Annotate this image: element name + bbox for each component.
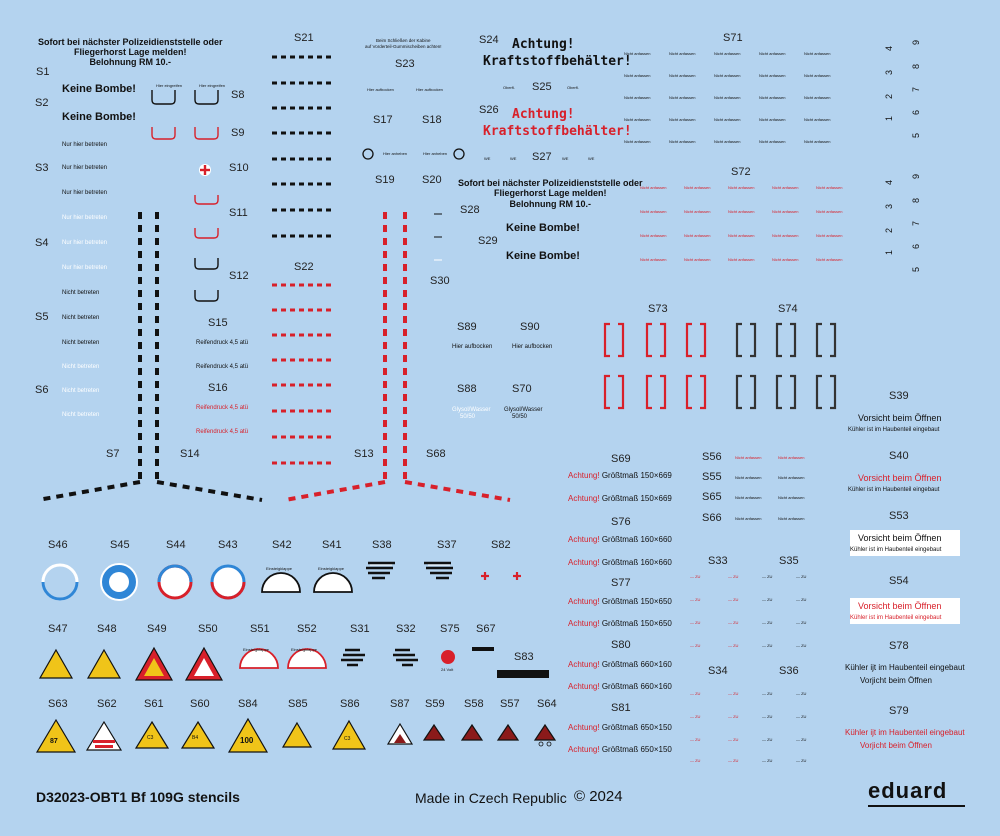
zu-marker: — ZU bbox=[762, 758, 773, 763]
label-s68: S68 bbox=[426, 448, 446, 460]
num-6a: 6 bbox=[911, 109, 922, 116]
nicht-anfassen-cell: Nicht anfassen bbox=[669, 139, 696, 144]
label-s76: S76 bbox=[611, 516, 631, 528]
label-s34: S34 bbox=[708, 665, 728, 677]
label-s12: S12 bbox=[229, 270, 249, 282]
nicht-anfassen-cell: Nicht anfassen bbox=[684, 185, 711, 190]
label-s74: S74 bbox=[778, 303, 798, 315]
label-s50: S50 bbox=[198, 623, 218, 635]
nicht-anfassen-cell: Nicht anfassen bbox=[772, 185, 799, 190]
label-s55: S55 bbox=[702, 471, 722, 483]
kraftstoff-black: Kraftstoffbehälter! bbox=[483, 54, 632, 69]
num-9a: 9 bbox=[911, 39, 922, 46]
nicht-anfassen-cell: Nicht anfassen bbox=[624, 95, 651, 100]
zu-marker: — ZU bbox=[762, 714, 773, 719]
nicht-anfassen-cell: Nicht anfassen bbox=[816, 209, 843, 214]
label-s18: S18 bbox=[422, 114, 442, 126]
nicht-anfassen-cell: Nicht anfassen bbox=[772, 209, 799, 214]
gm-row-9: Achtung! Größtmaß 650×150 bbox=[568, 723, 672, 732]
glysol-white: Glysol/Wasser bbox=[452, 407, 491, 413]
num-4b: 4 bbox=[884, 179, 895, 186]
label-s66: S66 bbox=[702, 512, 722, 524]
eduard-logo: eduard bbox=[868, 778, 948, 803]
gm-row-7: Achtung! Größtmaß 660×160 bbox=[568, 660, 672, 669]
label-s58: S58 bbox=[464, 698, 484, 710]
label-s86: S86 bbox=[340, 698, 360, 710]
label-s2: S2 bbox=[35, 97, 49, 109]
reifendruck-3: Reifendruck 4,5 atü bbox=[196, 405, 249, 411]
nur-hier-2: Nur hier betreten bbox=[62, 165, 108, 171]
label-s53: S53 bbox=[889, 510, 909, 522]
zu-marker: — ZU bbox=[762, 597, 773, 602]
label-s52: S52 bbox=[297, 623, 317, 635]
oberfl-1: Oberfl. bbox=[503, 85, 516, 90]
num-5b: 5 bbox=[911, 266, 922, 273]
nur-hier-1: Nur hier betreten bbox=[62, 142, 108, 148]
label-s72: S72 bbox=[731, 166, 751, 178]
label-s16: S16 bbox=[208, 382, 228, 394]
label-s83: S83 bbox=[514, 651, 534, 663]
label-s75: S75 bbox=[440, 623, 460, 635]
label-s47: S47 bbox=[48, 623, 68, 635]
label-s46: S46 bbox=[48, 539, 68, 551]
nicht-anfassen-s55a: Nicht anfassen bbox=[735, 475, 762, 480]
glysol-black: Glysol/Wasser bbox=[504, 407, 543, 413]
nur-hier-3: Nur hier betreten bbox=[62, 190, 108, 196]
vorsicht-3: Vorsicht beim Öffnen bbox=[858, 533, 942, 543]
zu-marker: — ZU bbox=[728, 643, 739, 648]
label-s65: S65 bbox=[702, 491, 722, 503]
label-s9: S9 bbox=[231, 127, 245, 139]
hier-eingreifen-1: Hier eingreifen bbox=[156, 83, 183, 88]
nicht-anfassen-cell: Nicht anfassen bbox=[816, 185, 843, 190]
nicht-anfassen-s66a: Nicht anfassen bbox=[735, 516, 762, 521]
label-s60: S60 bbox=[190, 698, 210, 710]
label-s77: S77 bbox=[611, 577, 631, 589]
num-8a: 8 bbox=[911, 63, 922, 70]
made-in: Made in Czech Republic bbox=[415, 790, 567, 806]
nicht-anfassen-cell: Nicht anfassen bbox=[728, 257, 755, 262]
label-s82: S82 bbox=[491, 539, 511, 551]
we-3: WE bbox=[562, 156, 569, 161]
zu-marker: — ZU bbox=[728, 620, 739, 625]
zu-marker: — ZU bbox=[762, 691, 773, 696]
oberfl-2: Oberfl. bbox=[567, 85, 580, 90]
zu-marker: — ZU bbox=[796, 691, 807, 696]
zu-marker: — ZU bbox=[796, 714, 807, 719]
label-s42: S42 bbox=[272, 539, 292, 551]
label-s51: S51 bbox=[250, 623, 270, 635]
label-s36: S36 bbox=[779, 665, 799, 677]
label-s13: S13 bbox=[354, 448, 374, 460]
nicht-anfassen-cell: Nicht anfassen bbox=[728, 233, 755, 238]
label-s63: S63 bbox=[48, 698, 68, 710]
we-2: WE bbox=[510, 156, 517, 161]
hier-anheben-2: Hier anheben bbox=[423, 151, 448, 156]
nicht-anfassen-cell: Nicht anfassen bbox=[624, 73, 651, 78]
achtung-red: Achtung! bbox=[512, 107, 575, 122]
keine-bombe-2: Keine Bombe! bbox=[62, 111, 136, 123]
nicht-anfassen-cell: Nicht anfassen bbox=[728, 209, 755, 214]
zu-marker: — ZU bbox=[762, 620, 773, 625]
nicht-anfassen-cell: Nicht anfassen bbox=[640, 185, 667, 190]
keine-bombe-1: Keine Bombe! bbox=[62, 83, 136, 95]
zu-marker: — ZU bbox=[690, 737, 701, 742]
hier-aufbocken-s90: Hier aufbocken bbox=[512, 344, 553, 350]
we-4: WE bbox=[588, 156, 595, 161]
nicht-anfassen-s55b: Nicht anfassen bbox=[778, 475, 805, 480]
sofort-red-stencil: Sofort bei nächster Polizeidienststelle oder Fliegerhorst Lage melden! Belohnung RM 10.- bbox=[458, 178, 643, 209]
vorsicht-2: Vorsicht beim Öffnen bbox=[858, 473, 942, 483]
num-1b: 1 bbox=[884, 249, 895, 256]
zu-marker: — ZU bbox=[690, 643, 701, 648]
label-s30: S30 bbox=[430, 275, 450, 287]
label-s40: S40 bbox=[889, 450, 909, 462]
nur-hier-5: Nur hier betreten bbox=[62, 240, 108, 246]
label-s88: S88 bbox=[457, 383, 477, 395]
vorsicht-4: Vorsicht beim Öffnen bbox=[858, 601, 942, 611]
num-5a: 5 bbox=[911, 132, 922, 139]
label-s21: S21 bbox=[294, 32, 314, 44]
nicht-anfassen-s56b: Nicht anfassen bbox=[778, 455, 805, 460]
label-s43: S43 bbox=[218, 539, 238, 551]
kraftstoff-red: Kraftstoffbehälter! bbox=[483, 124, 632, 139]
label-s80: S80 bbox=[611, 639, 631, 651]
zu-marker: — ZU bbox=[728, 597, 739, 602]
nicht-betreten-6: Nicht betreten bbox=[62, 412, 100, 418]
we-1: WE bbox=[484, 156, 491, 161]
zu-marker: — ZU bbox=[762, 643, 773, 648]
nicht-anfassen-cell: Nicht anfassen bbox=[669, 95, 696, 100]
nur-hier-4: Nur hier betreten bbox=[62, 215, 108, 221]
label-s32: S32 bbox=[396, 623, 416, 635]
nicht-anfassen-cell: Nicht anfassen bbox=[669, 73, 696, 78]
gm-row-3: Achtung! Größtmaß 160×660 bbox=[568, 535, 672, 544]
nicht-anfassen-cell: Nicht anfassen bbox=[804, 139, 831, 144]
nicht-anfassen-cell: Nicht anfassen bbox=[714, 51, 741, 56]
nicht-anfassen-cell: Nicht anfassen bbox=[816, 257, 843, 262]
glysol-ratio-white: 50/50 bbox=[460, 414, 476, 420]
hier-anheben-1: Hier anheben bbox=[383, 151, 408, 156]
zu-marker: — ZU bbox=[796, 620, 807, 625]
tri-100-text: 100 bbox=[240, 736, 254, 745]
label-s41: S41 bbox=[322, 539, 342, 551]
label-s6: S6 bbox=[35, 384, 49, 396]
copyright: © 2024 bbox=[574, 788, 623, 805]
zu-marker: — ZU bbox=[728, 574, 739, 579]
gm-row-8: Achtung! Größtmaß 660×160 bbox=[568, 682, 672, 691]
label-s54: S54 bbox=[889, 575, 909, 587]
label-s48: S48 bbox=[97, 623, 117, 635]
label-s73: S73 bbox=[648, 303, 668, 315]
zu-marker: — ZU bbox=[796, 737, 807, 742]
label-s31: S31 bbox=[350, 623, 370, 635]
s78-line1: Kühler ijt im Haubenteil eingebaut bbox=[845, 663, 965, 672]
nicht-anfassen-cell: Nicht anfassen bbox=[728, 185, 755, 190]
label-s39: S39 bbox=[889, 390, 909, 402]
label-s45: S45 bbox=[110, 539, 130, 551]
hier-eingreifen-2: Hier eingreifen bbox=[199, 83, 226, 88]
gm-row-5: Achtung! Größtmaß 150×650 bbox=[568, 597, 672, 606]
vorsicht-1: Vorsicht beim Öffnen bbox=[858, 413, 942, 423]
nicht-anfassen-s65b: Nicht anfassen bbox=[778, 495, 805, 500]
label-s44: S44 bbox=[166, 539, 186, 551]
num-8b: 8 bbox=[911, 197, 922, 204]
num-1a: 1 bbox=[884, 115, 895, 122]
num-3b: 3 bbox=[884, 203, 895, 210]
label-s26: S26 bbox=[479, 104, 499, 116]
einsteigklappe-s42: Einsteigklappe bbox=[266, 566, 293, 571]
sheet-title: D32023-OBT1 Bf 109G stencils bbox=[36, 789, 240, 805]
nicht-anfassen-cell: Nicht anfassen bbox=[759, 51, 786, 56]
label-s69: S69 bbox=[611, 453, 631, 465]
kuehler-1: Kühler ist im Haubenteil eingebaut bbox=[848, 427, 940, 433]
nicht-anfassen-cell: Nicht anfassen bbox=[624, 51, 651, 56]
nicht-anfassen-cell: Nicht anfassen bbox=[624, 117, 651, 122]
beim-schliessen-stencil: Beim Schließen der Kabine auf Vorderteil-Gummischeiben achten! bbox=[365, 38, 442, 49]
kuehler-4: Kühler ist im Haubenteil eingebaut bbox=[850, 615, 942, 621]
hier-aufbocken-2: Hier aufbocken bbox=[416, 87, 443, 92]
label-s64: S64 bbox=[537, 698, 557, 710]
zu-marker: — ZU bbox=[728, 714, 739, 719]
label-s56: S56 bbox=[702, 451, 722, 463]
einsteigklappe-s41: Einsteigklappe bbox=[318, 566, 345, 571]
label-s22: S22 bbox=[294, 261, 314, 273]
nicht-anfassen-cell: Nicht anfassen bbox=[669, 117, 696, 122]
label-s61: S61 bbox=[144, 698, 164, 710]
zu-marker: — ZU bbox=[690, 574, 701, 579]
nicht-anfassen-cell: Nicht anfassen bbox=[804, 51, 831, 56]
zu-marker: — ZU bbox=[762, 737, 773, 742]
nicht-anfassen-cell: Nicht anfassen bbox=[714, 139, 741, 144]
zu-marker: — ZU bbox=[796, 597, 807, 602]
gm-row-1: Achtung! Größtmaß 150×669 bbox=[568, 471, 672, 480]
nicht-anfassen-cell: Nicht anfassen bbox=[772, 257, 799, 262]
label-s10: S10 bbox=[229, 162, 249, 174]
num-2a: 2 bbox=[884, 93, 895, 100]
zu-marker: — ZU bbox=[728, 758, 739, 763]
zu-marker: — ZU bbox=[796, 643, 807, 648]
nicht-betreten-2: Nicht betreten bbox=[62, 315, 100, 321]
label-s90: S90 bbox=[520, 321, 540, 333]
nicht-anfassen-cell: Nicht anfassen bbox=[759, 117, 786, 122]
nicht-anfassen-cell: Nicht anfassen bbox=[804, 117, 831, 122]
zu-marker: — ZU bbox=[728, 691, 739, 696]
label-s7: S7 bbox=[106, 448, 120, 460]
logo-underline bbox=[868, 805, 965, 807]
hier-aufbocken-s89: Hier aufbocken bbox=[452, 344, 493, 350]
glysol-ratio-black: 50/50 bbox=[512, 414, 528, 420]
label-s25: S25 bbox=[532, 81, 552, 93]
nicht-anfassen-cell: Nicht anfassen bbox=[684, 233, 711, 238]
num-9b: 9 bbox=[911, 173, 922, 180]
label-s67: S67 bbox=[476, 623, 496, 635]
label-s19: S19 bbox=[375, 174, 395, 186]
label-s79: S79 bbox=[889, 705, 909, 717]
nicht-betreten-1: Nicht betreten bbox=[62, 290, 100, 296]
label-s57: S57 bbox=[500, 698, 520, 710]
reifendruck-2: Reifendruck 4,5 atü bbox=[196, 364, 249, 370]
nicht-anfassen-cell: Nicht anfassen bbox=[804, 95, 831, 100]
nicht-anfassen-cell: Nicht anfassen bbox=[759, 95, 786, 100]
zu-marker: — ZU bbox=[690, 758, 701, 763]
label-s20: S20 bbox=[422, 174, 442, 186]
nicht-anfassen-cell: Nicht anfassen bbox=[669, 51, 696, 56]
label-s11: S11 bbox=[229, 207, 248, 219]
nicht-betreten-3: Nicht betreten bbox=[62, 340, 100, 346]
num-3a: 3 bbox=[884, 69, 895, 76]
label-s85: S85 bbox=[288, 698, 308, 710]
nicht-anfassen-cell: Nicht anfassen bbox=[714, 73, 741, 78]
einsteigklappe-s51: Einsteigklappe bbox=[243, 647, 270, 652]
gm-row-4: Achtung! Größtmaß 160×660 bbox=[568, 558, 672, 567]
tri-87-text: 87 bbox=[50, 738, 58, 745]
nicht-anfassen-cell: Nicht anfassen bbox=[684, 209, 711, 214]
nicht-anfassen-s65a: Nicht anfassen bbox=[735, 495, 762, 500]
num-7b: 7 bbox=[911, 220, 922, 227]
label-s28: S28 bbox=[460, 204, 480, 216]
label-s8: S8 bbox=[231, 89, 245, 101]
nicht-anfassen-s66b: Nicht anfassen bbox=[778, 516, 805, 521]
zu-marker: — ZU bbox=[796, 574, 807, 579]
num-2b: 2 bbox=[884, 227, 895, 234]
zu-marker: — ZU bbox=[762, 574, 773, 579]
gm-row-2: Achtung! Größtmaß 150×669 bbox=[568, 494, 672, 503]
nicht-anfassen-cell: Nicht anfassen bbox=[759, 139, 786, 144]
num-6b: 6 bbox=[911, 243, 922, 250]
nicht-anfassen-cell: Nicht anfassen bbox=[640, 233, 667, 238]
gm-row-10: Achtung! Größtmaß 650×150 bbox=[568, 745, 672, 754]
tri-c3-text: C3 bbox=[147, 735, 154, 741]
label-s35: S35 bbox=[779, 555, 799, 567]
nicht-anfassen-cell: Nicht anfassen bbox=[624, 139, 651, 144]
label-s27: S27 bbox=[532, 151, 552, 163]
label-s78: S78 bbox=[889, 640, 909, 652]
nur-hier-6: Nur hier betreten bbox=[62, 265, 108, 271]
zu-marker: — ZU bbox=[690, 597, 701, 602]
hier-aufbocken-1: Hier aufbocken bbox=[367, 87, 394, 92]
nicht-anfassen-cell: Nicht anfassen bbox=[640, 209, 667, 214]
label-s62: S62 bbox=[97, 698, 117, 710]
keine-bombe-red-1: Keine Bombe! bbox=[506, 222, 580, 234]
label-s89: S89 bbox=[457, 321, 477, 333]
tri-b4-text: B4 bbox=[192, 735, 199, 741]
num-4a: 4 bbox=[884, 45, 895, 52]
s79-line2: Vorjicht beim Öffnen bbox=[860, 741, 932, 750]
nicht-anfassen-cell: Nicht anfassen bbox=[714, 95, 741, 100]
label-s49: S49 bbox=[147, 623, 167, 635]
nicht-anfassen-cell: Nicht anfassen bbox=[759, 73, 786, 78]
label-s29: S29 bbox=[478, 235, 498, 247]
nicht-anfassen-cell: Nicht anfassen bbox=[684, 257, 711, 262]
keine-bombe-red-2: Keine Bombe! bbox=[506, 250, 580, 262]
label-s37: S37 bbox=[437, 539, 457, 551]
zu-marker: — ZU bbox=[796, 758, 807, 763]
reifendruck-4: Reifendruck 4,5 atü bbox=[196, 429, 249, 435]
s79-line1: Kühler ijt im Haubenteil eingebaut bbox=[845, 728, 965, 737]
label-s5: S5 bbox=[35, 311, 49, 323]
zu-marker: — ZU bbox=[728, 737, 739, 742]
label-s4: S4 bbox=[35, 237, 49, 249]
tri-c3-text-2: C3 bbox=[344, 736, 351, 742]
nicht-anfassen-s56a: Nicht anfassen bbox=[735, 455, 762, 460]
nicht-anfassen-cell: Nicht anfassen bbox=[640, 257, 667, 262]
label-s17: S17 bbox=[373, 114, 393, 126]
kuehler-3: Kühler ist im Haubenteil eingebaut bbox=[850, 547, 942, 553]
label-s81: S81 bbox=[611, 702, 631, 714]
num-7a: 7 bbox=[911, 86, 922, 93]
label-s59: S59 bbox=[425, 698, 445, 710]
label-s23: S23 bbox=[395, 58, 415, 70]
einsteigklappe-s52: Einsteigklappe bbox=[291, 647, 318, 652]
label-s38: S38 bbox=[372, 539, 392, 551]
zu-marker: — ZU bbox=[690, 620, 701, 625]
label-s87: S87 bbox=[390, 698, 410, 710]
zu-marker: — ZU bbox=[690, 714, 701, 719]
label-s84: S84 bbox=[238, 698, 258, 710]
zu-marker: — ZU bbox=[690, 691, 701, 696]
sofort-black-stencil: Sofort bei nächster Polizeidienststelle oder Fliegerhorst Lage melden! Belohnung RM 10.- bbox=[38, 37, 223, 67]
label-s24: S24 bbox=[479, 34, 499, 46]
label-s71: S71 bbox=[723, 32, 743, 44]
label-s15: S15 bbox=[208, 317, 228, 329]
nicht-anfassen-cell: Nicht anfassen bbox=[804, 73, 831, 78]
label-s14: S14 bbox=[180, 448, 200, 460]
label-s3: S3 bbox=[35, 162, 49, 174]
label-s70: S70 bbox=[512, 383, 532, 395]
label-s33: S33 bbox=[708, 555, 728, 567]
nicht-betreten-5: Nicht betreten bbox=[62, 388, 100, 394]
nicht-anfassen-cell: Nicht anfassen bbox=[772, 233, 799, 238]
gm-row-6: Achtung! Größtmaß 150×650 bbox=[568, 619, 672, 628]
nicht-anfassen-cell: Nicht anfassen bbox=[816, 233, 843, 238]
nicht-anfassen-cell: Nicht anfassen bbox=[714, 117, 741, 122]
label-s1: S1 bbox=[36, 66, 50, 78]
reifendruck-1: Reifendruck 4,5 atü bbox=[196, 340, 249, 346]
achtung-black: Achtung! bbox=[512, 37, 575, 52]
s78-line2: Vorjicht beim Öffnen bbox=[860, 676, 932, 685]
nicht-betreten-4: Nicht betreten bbox=[62, 364, 100, 370]
v24-label: 24 Volt bbox=[441, 667, 454, 672]
kuehler-2: Kühler ist im Haubenteil eingebaut bbox=[848, 487, 940, 493]
